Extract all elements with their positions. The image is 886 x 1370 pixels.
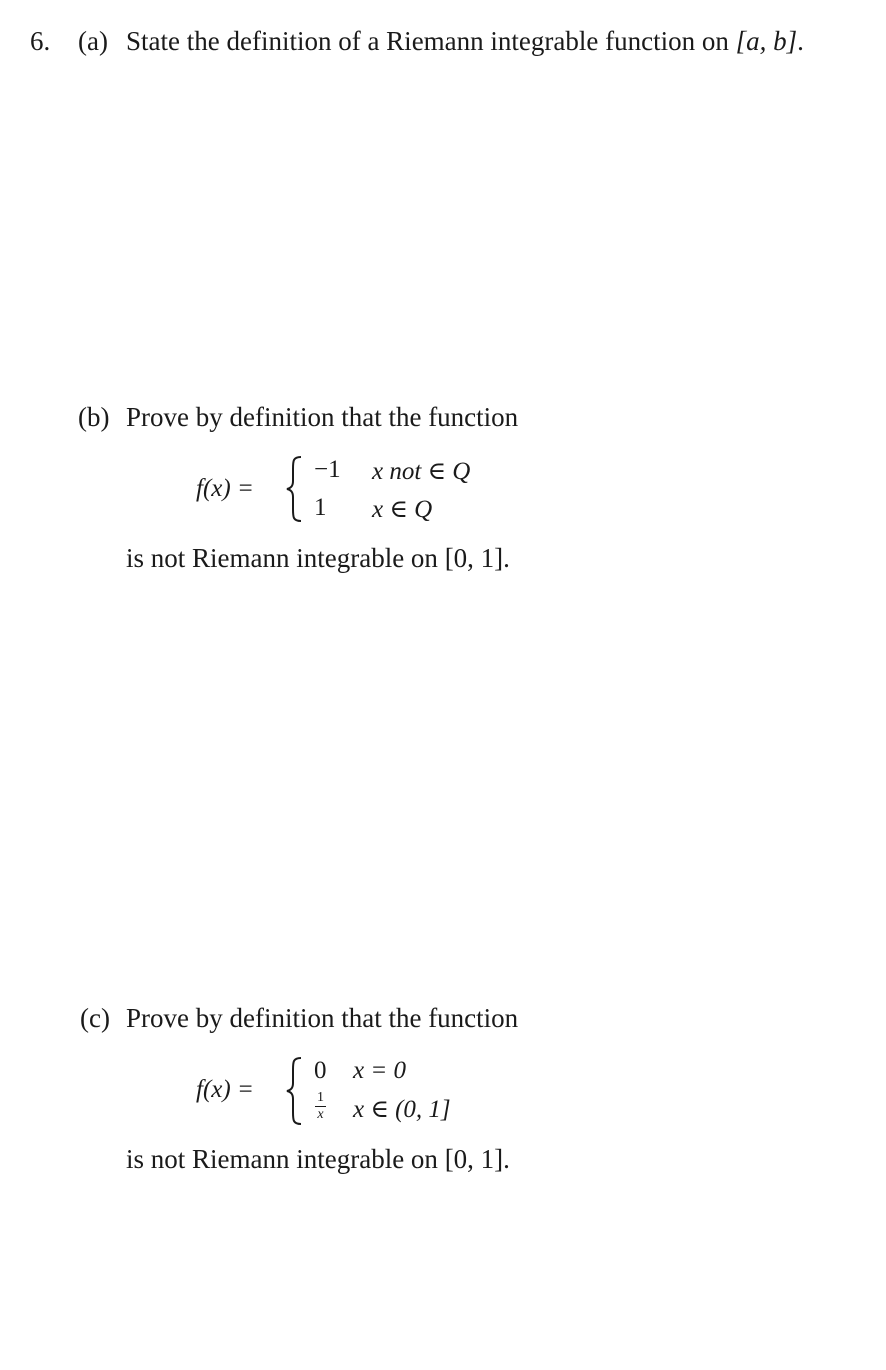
part-c-fraction-denominator: x — [317, 1107, 324, 1122]
part-c-fraction-numerator: 1 — [317, 1090, 324, 1105]
part-c-case-1-condition: x = 0 — [353, 1057, 406, 1084]
part-b-function-lhs: f(x) = — [196, 475, 254, 502]
problem-number: 6. — [30, 26, 51, 56]
part-b-conclusion-text: is not Riemann integrable on — [126, 543, 445, 573]
part-b-case-2-condition: x ∈ Q — [372, 496, 433, 523]
part-c-label: (c) — [80, 1003, 110, 1033]
part-c-conclusion-text: is not Riemann integrable on — [126, 1144, 445, 1174]
part-a-period: . — [797, 26, 804, 56]
part-b-case-1-value: −1 — [314, 456, 341, 483]
part-c-case-2-fraction — [315, 1091, 326, 1122]
part-c-case-1-value: 0 — [314, 1057, 327, 1084]
part-c-function-lhs: f(x) = — [196, 1076, 254, 1103]
part-b-intro: Prove by definition that the function — [126, 402, 519, 432]
part-a-statement — [126, 26, 804, 57]
part-b-left-brace — [284, 455, 304, 523]
part-b-conclusion-period: . — [503, 543, 510, 573]
part-a-label: (a) — [78, 26, 108, 56]
part-b-case-2-value: 1 — [314, 494, 327, 521]
part-c-intro: Prove by definition that the function — [126, 1003, 519, 1033]
part-b-label: (b) — [78, 402, 110, 432]
part-c-left-brace — [284, 1056, 304, 1126]
part-c-conclusion-period: . — [503, 1144, 510, 1174]
part-c-case-2-condition: x ∈ (0, 1] — [353, 1096, 451, 1123]
part-b-case-1-condition: x not ∈ Q — [372, 458, 471, 485]
part-a-text: State the definition of a Riemann integrable function on — [126, 26, 736, 56]
part-c-conclusion — [126, 1144, 510, 1175]
part-b-conclusion — [126, 543, 510, 574]
part-b-conclusion-interval: [0, 1] — [444, 543, 504, 573]
part-c-conclusion-interval: [0, 1] — [444, 1144, 504, 1174]
part-a-interval: [a, b] — [735, 26, 798, 56]
